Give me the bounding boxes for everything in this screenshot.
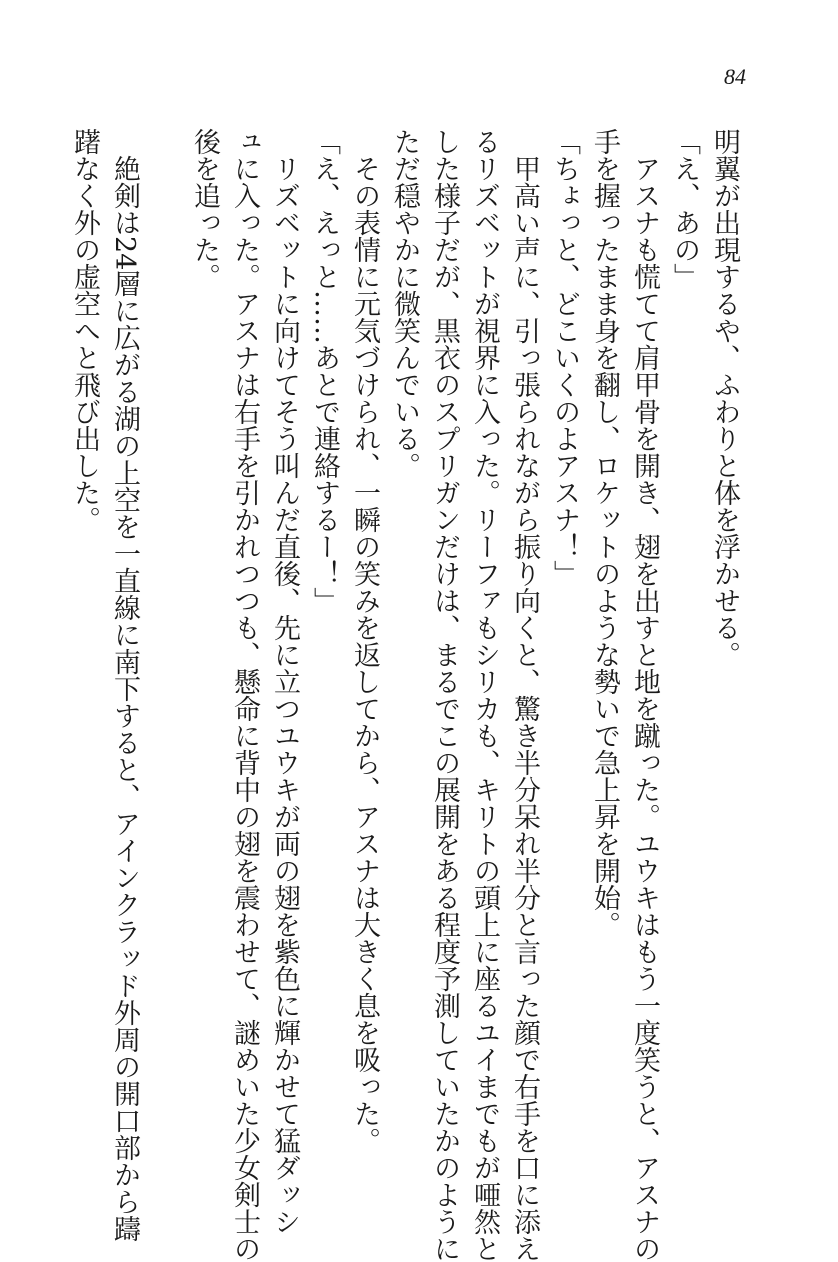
page-number: 84 [724, 64, 746, 89]
text-line: 「え、あの」 [669, 128, 700, 290]
blank-line [144, 128, 184, 1138]
text-line: アスナも慌てて肩甲骨を開き、翅を出すと地を蹴った。ユウキはもう一度笑うと、アスナの [629, 128, 660, 1262]
text-line: その表情に元気づけられ、一瞬の笑みを返してから、アスナは大きく息を吸った。 [349, 128, 380, 1154]
text-line: 甲高い声に、引っ張られながら振り向くと、驚き半分呆れ半分と言った顔で右手を口に添え [509, 128, 540, 1262]
text-line: ュに入った。アスナは右手を引かれつつも、懸命に背中の翅を震わせて、謎めいた少女剣士の [229, 128, 260, 1262]
text-line: 明翼が出現するや、ふわりと体を浮かせる。 [709, 128, 740, 668]
text-line: 手を握ったまま身を翻し、ロケットのような勢いで急上昇を開始。 [589, 128, 620, 938]
text-line: るリズベットが視界に入った。リーファもシリカも、キリトの頭上に座るユイまでもが唖然と [469, 128, 500, 1262]
text-line: した様子だが、黒衣のスプリガンだけは、まるでこの展開をある程度予測していたかのように [429, 128, 460, 1262]
text-line: リズベットに向けてそう叫んだ直後、先に立つユウキが両の翅を紫色に輝かせて猛ダッシ [269, 128, 300, 1235]
text-line: ただ穏やかに微笑んでいる。 [389, 128, 420, 479]
text-line: 「え、えっと……あとで連絡するー！」 [309, 128, 340, 614]
text-line: 絶剣は24層に広がる湖の上空を一直線に南下すると、アインクラッド外周の開口部から躊 [109, 128, 140, 1243]
novel-text [64, 128, 744, 1262]
text-line: 「ちょっと、どこいくのよアスナ！」 [549, 128, 580, 587]
text-line: 後を追った。 [189, 128, 220, 290]
text-line: 躇なく外の虚空へと飛び出した。 [69, 128, 100, 533]
